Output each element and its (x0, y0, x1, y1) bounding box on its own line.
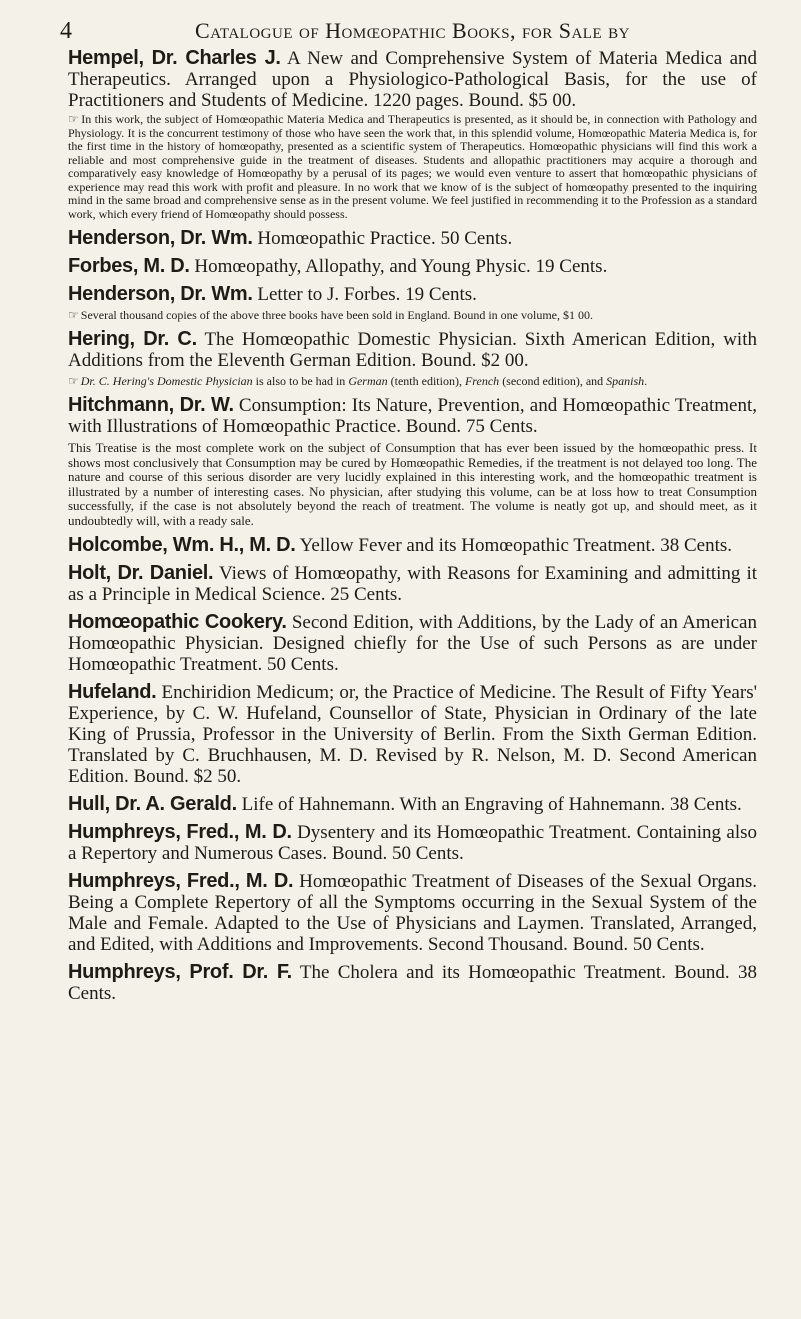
catalogue-entry (68, 612, 757, 675)
entry-title: Enchiridion Medicum; or, the Practice of Medicine. The Result of Fifty Years' Experience, by C. W. Hufeland, Counsellor of State, Physician in Ordinary of the late King of Prussia, Professor in the University of Berlin. From the Sixth German Edition. Translated by C. Bruchhausen, M. D. Revised by R. Nelson, M. D. Second American Edition. Bound. $2 50. (68, 682, 758, 787)
entry-author: Hering, Dr. C. (68, 328, 197, 350)
entry-title: The Cholera and its Homœopathic Treatment. Bound. 38 Cents. (68, 962, 757, 1004)
entry-author: Homœopathic Cookery. (68, 611, 287, 633)
catalogue-entry (68, 822, 757, 864)
entry-author: Humphreys, Fred., M. D. (68, 821, 292, 843)
catalogue-entry (68, 228, 757, 249)
entry-author: Humphreys, Fred., M. D. (68, 870, 294, 892)
entry-title: The Homœopathic Domestic Physician. Sixth American Edition, with Additions from the Eleventh German Edition. Bound. $2 00. (68, 329, 757, 371)
entry-author: Hitchmann, Dr. W. (68, 394, 234, 416)
entry-note (68, 113, 757, 221)
note-text: is also to be had in (252, 374, 349, 388)
entry-title: Homœopathic Treatment of Diseases of the Sexual Organs. Being a Complete Repertory of all the Symptoms occurring in the Sexual System of the Male and Female. Adapted to the Use of Physicians and Laymen. Translated, Arranged, and Edited, with Additions and Improvements. Second Thousand. Bound. 50 Cents. (68, 871, 758, 955)
running-head (60, 14, 757, 48)
catalogue-entry (68, 284, 757, 322)
entry-title: Dysentery and its Homœopathic Treatment. Containing also a Repertory and Numerous Cases. Bound. 50 Cents. (68, 822, 757, 864)
entry-author: Holt, Dr. Daniel. (68, 562, 214, 584)
entry-author: Humphreys, Prof. Dr. F. (68, 961, 292, 983)
entry-title: Second Edition, with Additions, by the Lady of an American Homœopathic Physician. Designed chiefly for the Use of such Persons as are under Homœopathic Treatment. 50 Cents. (68, 612, 757, 675)
note-text: (tenth edition), (387, 374, 465, 388)
note-text: (second edition), and (499, 374, 607, 388)
entry-title: Views of Homœopathy, with Reasons for Examining and admitting it as a Principle in Medical Science. 25 Cents. (68, 563, 758, 605)
entry-note-text: Several thousand copies of the above three books have been sold in England. Bound in one volume, $1 00. (80, 308, 593, 322)
note-text: . (644, 374, 648, 388)
catalogue-entry (68, 535, 757, 556)
entry-author: Forbes, M. D. (68, 255, 190, 277)
pointing-hand-icon: ☞ (68, 374, 78, 388)
catalogue-entry (68, 563, 757, 605)
entry-note-text: In this work, the subject of Homœopathic Materia Medica and Therapeutics is presented, as it should be, in connection with Pathology and Physiology. It is the concurrent testimony of those who have seen the work that, in this splendid volume, Homœopathic Materia Medica is, for the first time in the history of homœopathy, presented as a scientific system of Therapeutics. Homœopathic physicians will find this work a reliable and most comprehensive guide in the treatment of diseases. Students and allopathic practitioners may acquire a thorough and comparatively easy knowledge of Homœopathy by a perusal of its pages; we would even venture to assert that homœopathic physicians of experience may read this work with profit and pleasure. In no work that we know of is the subject of homœopathy presented to the inquiring mind in the same broad and comprehensive sense as in the present volume. We feel justified in recommending it to the Profession as a standard work, which every friend of Homœopathy should possess. (68, 112, 757, 221)
catalogue-entry (68, 794, 757, 815)
entry-author: Hufeland. (68, 681, 157, 703)
pointing-hand-icon: ☞ (68, 308, 78, 322)
catalogue-entry (68, 48, 757, 221)
catalogue-entry (68, 395, 757, 528)
entry-author: Hull, Dr. A. Gerald. (68, 793, 237, 815)
catalogue-entry (68, 871, 757, 955)
catalogue-entry (68, 329, 757, 388)
entry-title: Life of Hahnemann. With an Engraving of Hahnemann. 38 Cents. (241, 794, 742, 815)
note-language-spanish: Spanish (606, 374, 645, 388)
entry-author: Hempel, Dr. Charles J. (68, 47, 281, 69)
pointing-hand-icon: ☞ (68, 112, 78, 126)
entry-note (68, 308, 757, 322)
entry-description: This Treatise is the most complete work on the subject of Consumption that has ever been issued by the homœopathic press. It shows most conclusively that Consumption may be cured by Homœopathic Remedies, if the treatment is not delayed too long. The nature and course of this serious disorder are very lucidly explained in this interesting work, and the homœopathic treatment is illustrated by a number of interesting cases. No physician, after studying this volume, can be at loss how to treat Consumption successfully, if the case is not absolutely beyond the reach of treatment. The volume is neatly got up, and should meet, as it undoubtedly will, with a ready sale. (68, 440, 757, 528)
entry-author: Henderson, Dr. Wm. (68, 283, 253, 305)
note-language-german: German (348, 374, 388, 388)
entry-title: A New and Comprehensive System of Materia Medica and Therapeutics. Arranged upon a Physiologico-Pathological Basis, for the use of Practitioners and Students of Medicine. 1220 pages. Bound. $5 00. (68, 48, 757, 111)
note-book-title: Dr. C. Hering's Domestic Physician (80, 374, 253, 388)
entry-note (68, 374, 757, 388)
catalogue-entry (68, 256, 757, 277)
catalogue-entry (68, 962, 757, 1004)
entry-title: Consumption: Its Nature, Prevention, and Homœopathic Treatment, with Illustrations of Homœopathic Practice. Bound. 75 Cents. (68, 395, 757, 437)
catalogue-entry (68, 682, 757, 787)
entry-title: Letter to J. Forbes. 19 Cents. (257, 284, 477, 305)
entry-title: Homœopathy, Allopathy, and Young Physic. 19 Cents. (194, 256, 608, 277)
entry-author: Henderson, Dr. Wm. (68, 227, 253, 249)
entry-title: Homœopathic Practice. 50 Cents. (257, 228, 513, 249)
running-header-title: Catalogue of Homœopathic Books, for Sale by (195, 18, 630, 43)
note-language-french: French (464, 374, 500, 388)
entry-author: Holcombe, Wm. H., M. D. (68, 534, 296, 556)
entry-title: Yellow Fever and its Homœopathic Treatment. 38 Cents. (299, 535, 733, 556)
page-number: 4 (60, 18, 72, 44)
